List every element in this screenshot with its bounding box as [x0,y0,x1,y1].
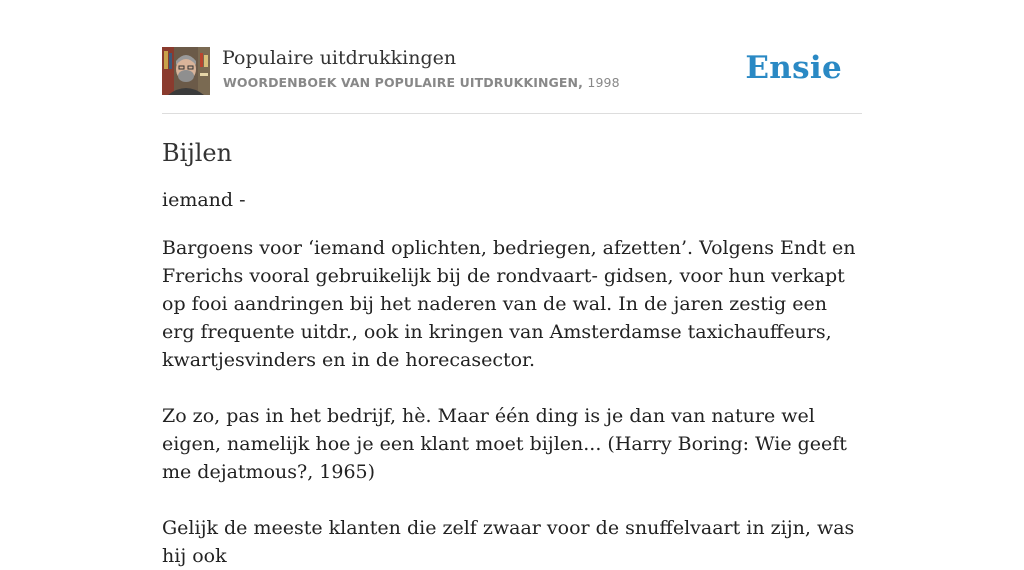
source-subtitle-text: WOORDENBOEK VAN POPULAIRE UITDRUKKINGEN, [223,75,583,90]
source-avatar[interactable] [162,47,210,95]
page [162,0,862,570]
source-subtitle [223,75,620,90]
ensie-logo[interactable]: Ensie [745,50,842,86]
source-header [162,46,862,114]
entry-definition [162,234,862,570]
entry-subhead: iemand - [162,189,246,211]
citation-paragraph: Zo zo, pas in het bedrijf, hè. Maar één ding is je dan van nature wel eigen, namelijk hoe je een klant moet bijlen... (Harry Boring: Wie geeft me dejatmous?, 1965) [162,405,847,483]
source-year: 1998 [587,75,620,90]
source-title[interactable]: Populaire uitdrukkingen [222,47,457,69]
entry-headword: Bijlen [162,139,233,167]
definition-paragraph: Bargoens voor ‘iemand oplichten, bedriegen, afzetten’. Volgens Endt en Frerichs vooral gebruikelijk bij de rondvaart- gidsen, voor hun verkapt op fooi aandringen bij het naderen van de wal. In de jaren zestig een erg frequente uitdr., ook in kringen van Amsterdamse taxichauffeurs, kwartjesvinders en in de horecasector. [162,237,856,371]
author-portrait-icon [162,47,210,95]
citation-paragraph: Gelijk de meeste klanten die zelf zwaar voor de snuffelvaart in zijn, was hij ook [162,517,855,567]
